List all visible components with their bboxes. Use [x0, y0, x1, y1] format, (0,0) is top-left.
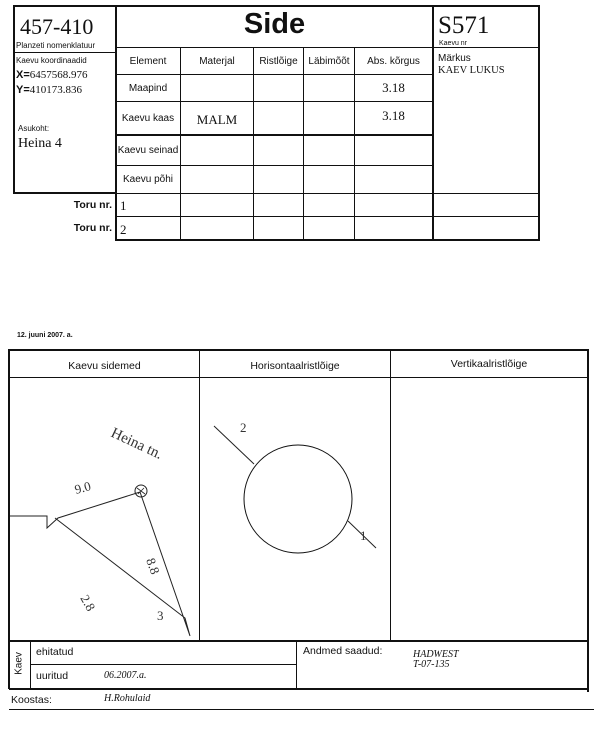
- pipe-label: Toru nr.: [73, 199, 112, 211]
- date-stamp: 12. juuni 2007. a.: [17, 332, 73, 339]
- table-row-label: Kaevu põhi: [122, 174, 174, 185]
- column-header-labimoot: Läbimõõt: [308, 55, 350, 67]
- pipe-label: Toru nr.: [73, 222, 112, 234]
- column-header-materjal: Materjal: [199, 55, 235, 67]
- footer-source-label: Andmed saadud:: [303, 645, 383, 657]
- pipe-label-2: 2: [240, 420, 247, 435]
- table-cell: 3.18: [382, 108, 405, 123]
- distance-label-b: 8.8: [143, 555, 163, 577]
- well-id: S571: [438, 12, 490, 39]
- table-row-label: Kaevu seinad: [117, 145, 179, 156]
- footer-built-label: ehitatud: [36, 646, 74, 658]
- map-number: 457-410: [20, 14, 94, 39]
- coordinate-y: [16, 84, 82, 96]
- location-caption: Asukoht:: [18, 124, 50, 133]
- street-label: Heina tn.: [108, 425, 165, 463]
- well-id-caption: Kaevu nr: [439, 40, 468, 47]
- column-header-element: Element: [129, 55, 167, 67]
- panel-header-horizontal: Horisontaalristlõige: [250, 360, 340, 372]
- coordinate-y-label: Y=: [16, 84, 30, 96]
- connections-sketch: [10, 378, 199, 640]
- remarks-value: KAEV LUKUS: [438, 65, 505, 76]
- remarks-caption: Märkus: [438, 53, 471, 64]
- table-row-label: Kaevu kaas: [121, 112, 175, 124]
- coordinate-x: [16, 69, 88, 81]
- footer-surveyed-label: uuritud: [36, 670, 69, 682]
- footer-author-value: H.Rohulaid: [104, 693, 151, 704]
- pipe-value: 1: [120, 198, 127, 213]
- horizontal-section-sketch: [200, 378, 390, 640]
- column-header-ristloige: Ristlõige: [259, 55, 298, 67]
- table-cell: 3.18: [382, 80, 405, 95]
- column-header-abs-korgus: Abs. kõrgus: [367, 55, 420, 67]
- footer-side-label: Kaev: [13, 652, 25, 675]
- footer-source-value-1: HADWEST: [413, 649, 459, 660]
- footer-surveyed-value: 06.2007.a.: [104, 670, 147, 681]
- pipe-label-1: 1: [360, 528, 367, 543]
- distance-label-a: 9.0: [72, 478, 93, 497]
- coordinate-y-value: 410173.836: [29, 84, 83, 96]
- coordinates-caption: Kaevu koordinaadid: [16, 56, 87, 65]
- pipe-value: 2: [120, 222, 127, 237]
- point-label: 3: [157, 608, 164, 623]
- footer-author-label: Koostas:: [11, 694, 52, 706]
- table-row-label: Maapind: [128, 82, 168, 94]
- footer-source-value-2: T-07-135: [413, 659, 450, 670]
- location-value: Heina 4: [18, 136, 62, 151]
- table-cell: MALM: [196, 112, 238, 127]
- panel-header-connections: Kaevu sidemed: [68, 360, 141, 372]
- page-title: Side: [243, 8, 306, 40]
- coordinate-x-value: 6457568.976: [29, 69, 88, 81]
- distance-label-c: 2.8: [77, 592, 99, 614]
- coordinate-x-label: X=: [16, 69, 30, 81]
- map-number-caption: Planzeti nomenklatuur: [16, 41, 96, 50]
- panel-header-vertical: Vertikaalristlõige: [450, 358, 528, 370]
